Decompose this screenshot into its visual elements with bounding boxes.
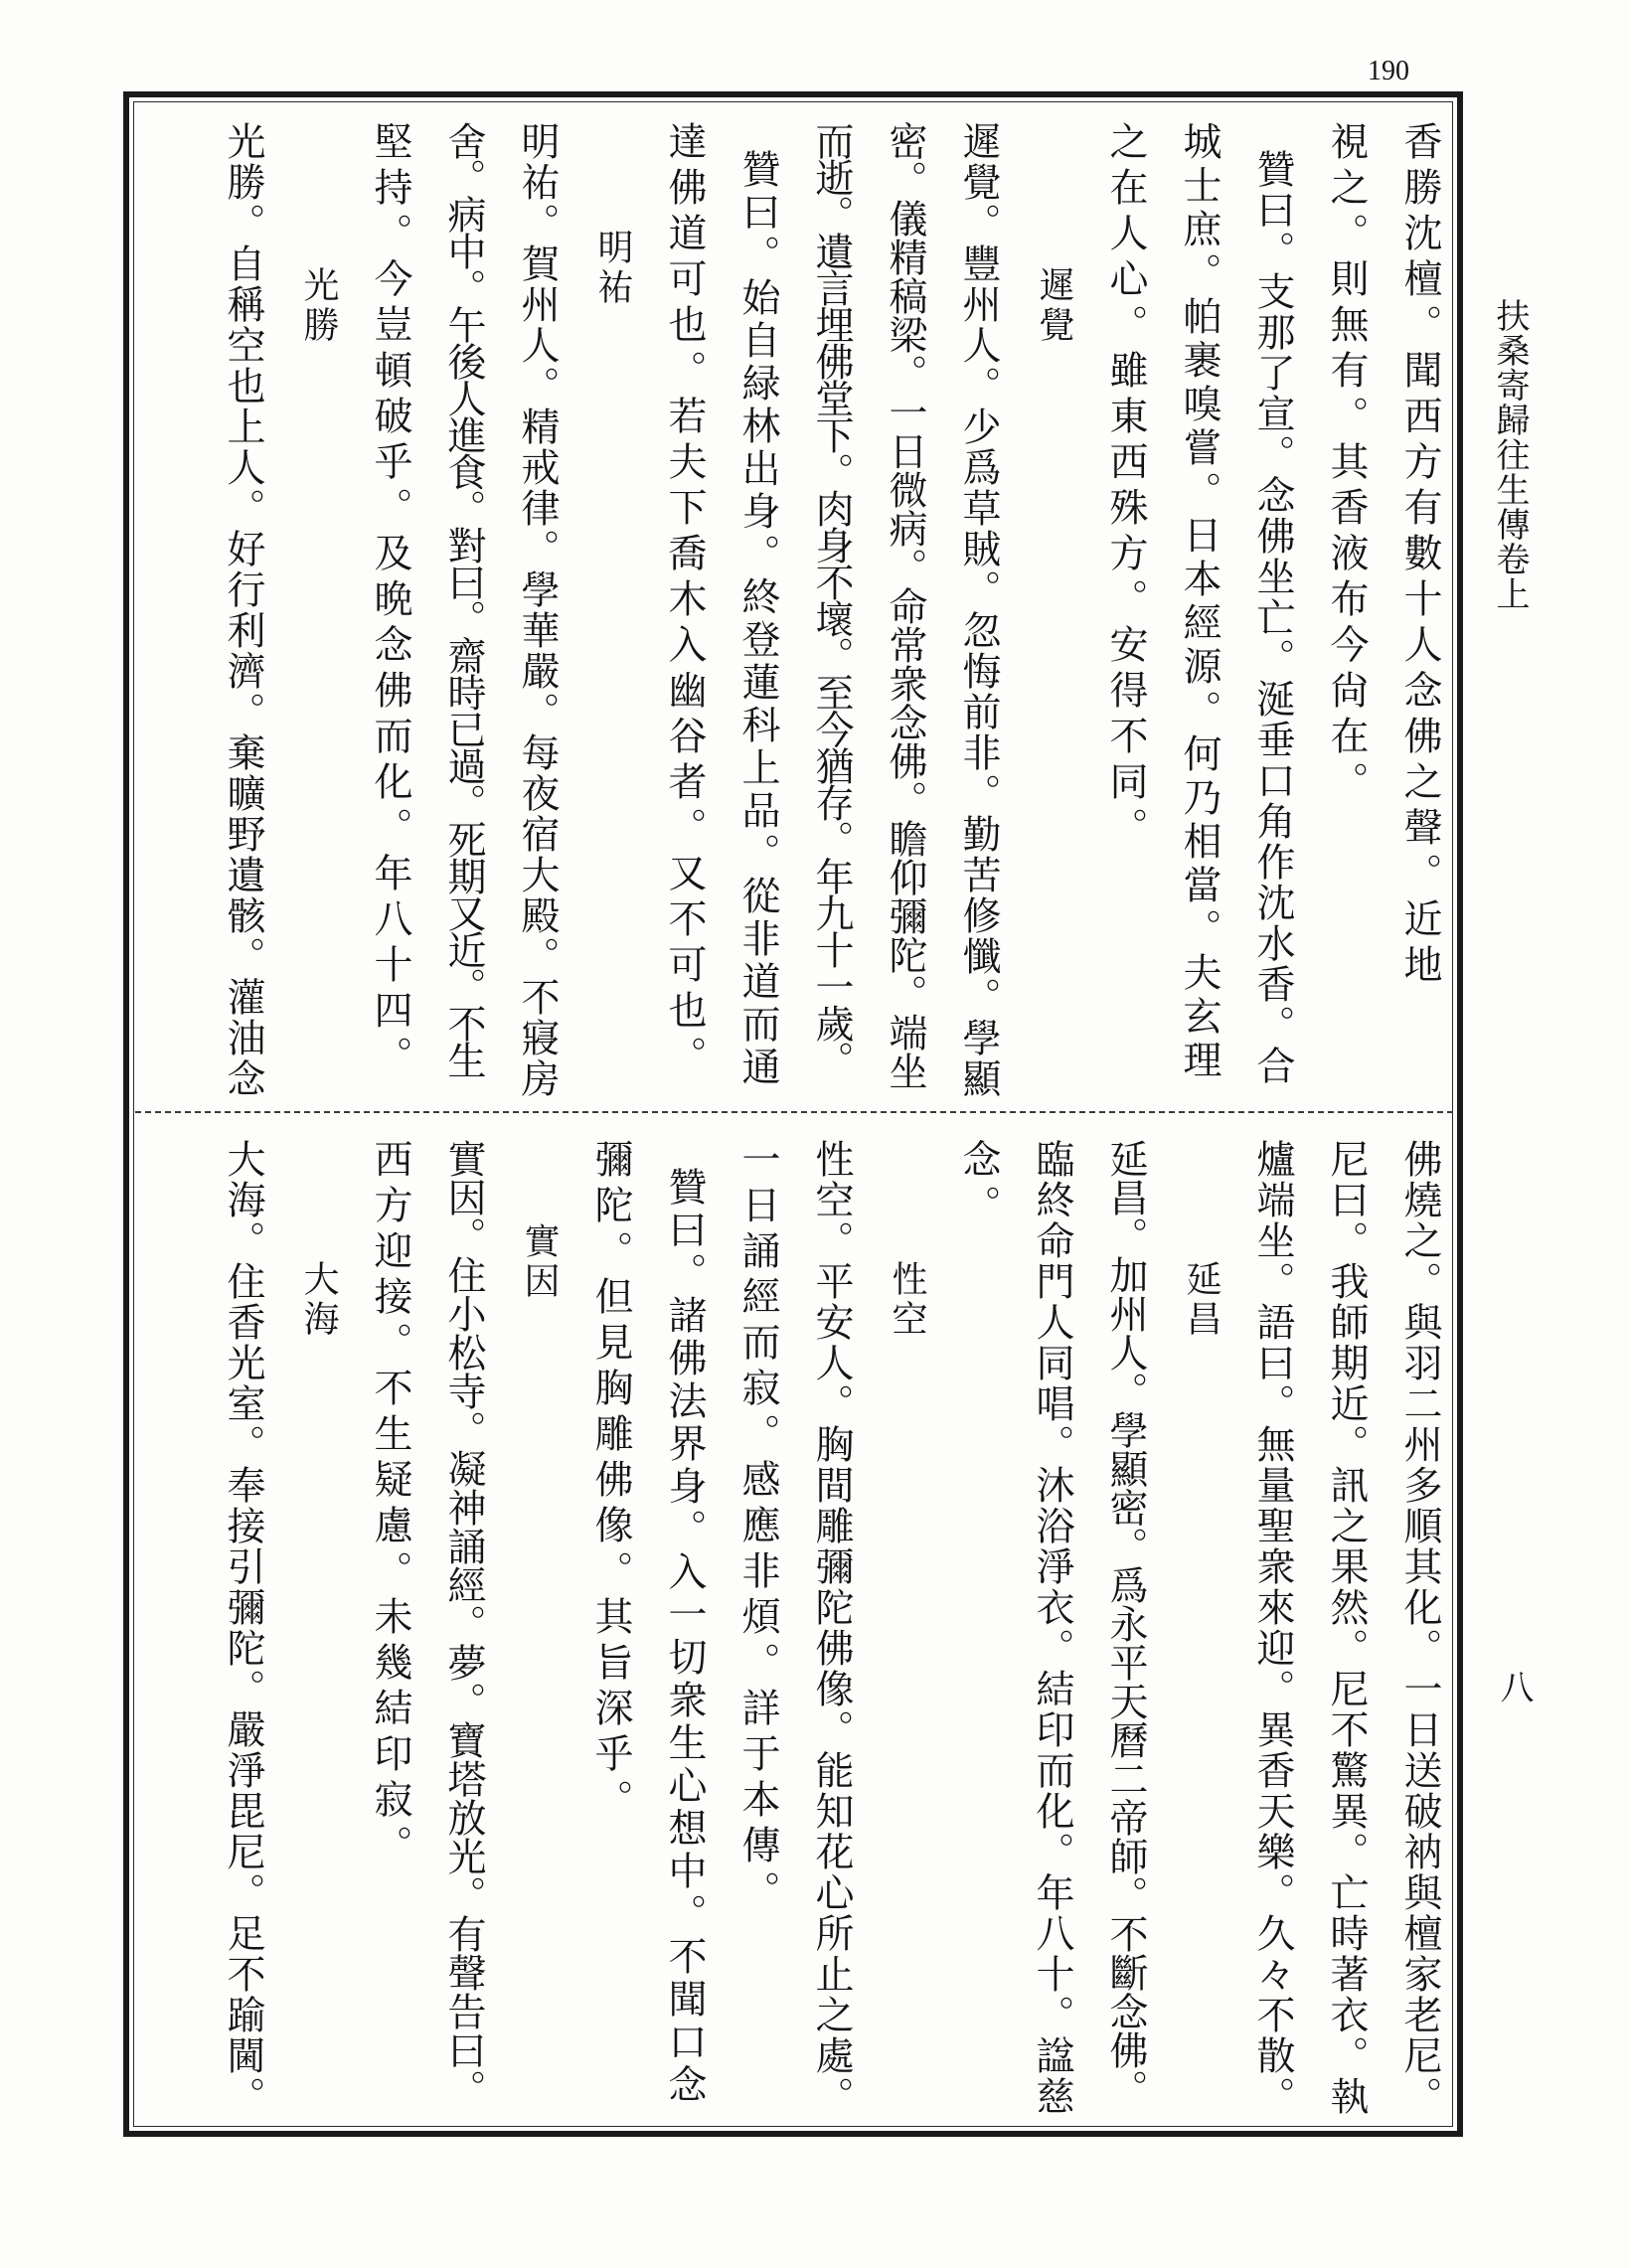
text-column: 念。 [956,1139,1001,1230]
text-column: 爐端坐。語曰。無量聖衆來迎。異香天樂。久々不散。 [1250,1139,1295,2117]
text-column: 一日誦經而寂。感應非煩。詳于本傳。 [735,1139,780,1916]
folio-number: 八 [1494,1670,1534,1703]
text-column: 視之。則無有。其香液布今尙在。 [1324,121,1369,807]
text-column: 城士庶。帕裹嗅嘗。日本經源。何乃相當。夫玄理 [1177,121,1222,1083]
text-column: 密。儀精稿梁。一日微病。命常衆念佛。瞻仰彌陀。端坐 [883,121,927,1090]
section-heading: 延昌 [1181,1260,1222,1340]
text-column: 彌陀。但見胸雕佛像。其旨深乎。 [588,1139,633,1825]
section-divider [135,1111,1453,1113]
text-column: 香勝沈檀。聞西方有數十人念佛之聲。近地 [1397,121,1442,990]
section-heading: 光勝 [298,266,339,346]
text-column: 尼曰。我師期近。訊之果然。尼不驚異。亡時著衣。執 [1324,1139,1369,2117]
text-column: 堅持。今豈頓破乎。及晩念佛而化。年八十四。 [368,121,412,1081]
text-column: 實因。住小松寺。凝神誦經。夢。寶塔放光。有聲告曰。 [441,1139,486,2108]
section-heading: 性空 [887,1260,927,1340]
section-heading: 實因 [519,1222,560,1302]
text-column: 之在人心。雖東西殊方。安得不同。 [1103,121,1148,853]
text-column: 贊曰。始自緑林出身。終登蓮科上品。從非道而通 [735,149,780,1089]
text-column: 大海。住香光室。奉接引彌陀。嚴淨毘尼。足不踰閫。 [221,1139,265,2117]
text-column: 延昌。加州人。學顯密。爲永平天曆二帝師。不斷念佛。 [1103,1139,1148,2108]
text-column: 臨終命門人同唱。沐浴淨衣。結印而化。年八十。諡慈 [1030,1139,1074,2117]
section-heading: 大海 [298,1260,339,1340]
section-heading: 明祐 [592,229,633,308]
text-column: 佛燒之。與羽二州多順其化。一日送破衲與檀家老尼。 [1397,1139,1442,2117]
text-column: 舍。病中。午後人進食。對曰。齋時已過。死期又近。不生 [441,121,486,1077]
text-column: 光勝。自稱空也上人。好行利濟。棄曠野遺骸。灌油念 [221,121,265,1099]
text-column: 達佛道可也。若夫下喬木入幽谷者。又不可也。 [662,121,707,1081]
text-column: 西方迎接。不生疑慮。未幾結印寂。 [368,1139,412,1870]
text-column: 贊曰。支那了宣。念佛坐亡。涎垂口角作沈水香。合 [1250,149,1295,1086]
running-title: 扶桑寄歸往生傳卷上 [1490,298,1530,611]
text-column: 遲覺。豐州人。少爲草賊。忽悔前非。勤苦修懺。學顯 [956,121,1001,1099]
text-column: 贊曰。諸佛法界身。入一切衆生心想中。不聞口念 [662,1167,707,2107]
text-column: 而逝。遺言埋佛堂下。肉身不壞。至今猶存。年九十一歲。 [809,121,854,1077]
text-column: 性空。平安人。胸間雕彌陀佛像。能知花心所止之處。 [809,1139,854,2117]
page-number: 190 [1368,56,1409,86]
section-heading: 遲覺 [1034,266,1074,346]
text-column: 明祐。賀州人。精戒律。學華嚴。每夜宿大殿。不寢房 [515,121,560,1099]
